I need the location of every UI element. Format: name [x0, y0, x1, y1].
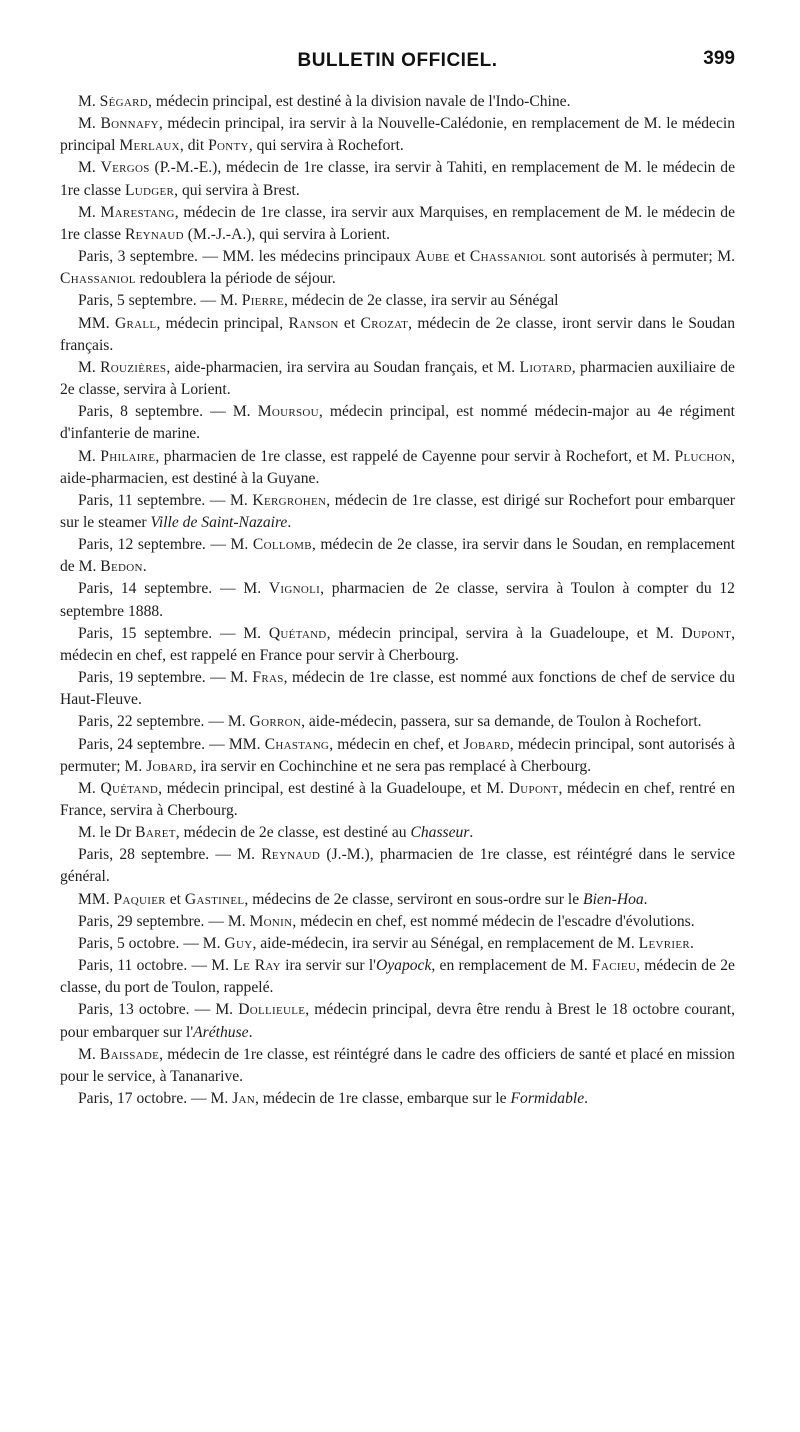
person-name: Bonnafy	[100, 115, 159, 133]
person-name: Dollieule	[238, 1001, 306, 1019]
ship-name: Ville de Saint-Nazaire	[150, 513, 288, 531]
paragraph	[60, 246, 735, 290]
person-name: Jan	[232, 1090, 256, 1108]
person-name: Facieu	[592, 957, 637, 975]
text-run: Paris, 5 septembre. — M.	[78, 292, 242, 310]
person-name: Quétand	[268, 624, 327, 642]
text-run: MM.	[78, 890, 114, 908]
person-name: Bedon	[100, 558, 143, 576]
paragraph	[60, 933, 735, 955]
text-run: , pharmacien de 1re classe, est rappelé de Cayenne pour servir à Rochefort, et M.	[155, 447, 675, 465]
text-run: , en remplacement de M.	[431, 957, 593, 975]
text-run: Paris, 28 septembre. — M.	[78, 846, 262, 864]
person-name: Marestang	[100, 203, 175, 221]
text-run: Paris, 11 octobre. — M.	[78, 957, 234, 975]
text-run: , qui servira à Rochefort.	[248, 137, 404, 155]
text-run: Paris, 19 septembre. — M.	[78, 669, 253, 687]
person-name: Merlaux	[119, 137, 180, 155]
text-run: sont autorisés à permuter; M.	[545, 248, 735, 266]
text-run: , aide-pharmacien, ira servira au Soudan français, et M.	[166, 358, 520, 376]
text-run: Paris, 11 septembre. — M.	[78, 491, 253, 509]
text-run: M. le Dr	[78, 824, 136, 842]
person-name: Dupont	[508, 779, 559, 797]
person-name: Le Ray	[233, 957, 281, 975]
text-run: , médecin principal, devra être rendu à Brest le 18 octobre courant, pour embarquer sur l'	[60, 1001, 736, 1041]
text-run: , médecin de 2e classe, du port de Toulon, rappelé.	[60, 957, 735, 997]
text-run: , médecin en chef, et	[329, 735, 464, 753]
text-run: , médecin de 2e classe, ira servir dans le Soudan, en remplacement de M.	[60, 536, 735, 576]
ship-name: Chasseur	[410, 824, 470, 842]
paragraph	[60, 844, 735, 888]
person-name: Vignoli	[268, 580, 321, 598]
person-name: Moursou	[257, 403, 319, 421]
paragraph	[60, 578, 735, 622]
text-run: .	[248, 1023, 253, 1041]
text-run: .	[287, 513, 292, 531]
paragraph	[60, 357, 735, 401]
text-run: (M.-J.-A.), qui servira à Lorient.	[183, 225, 391, 243]
person-name: Jobard	[463, 735, 510, 753]
text-run: M.	[78, 447, 101, 465]
text-run: , médecin de 1re classe, est réintégré dans le cadre des officiers de santé et placé en mission pour le service, à Tananarive.	[60, 1045, 735, 1085]
text-run: , aide-médecin, ira servir au Sénégal, en remplacement de M.	[252, 934, 639, 952]
person-name: Pierre	[241, 292, 284, 310]
paragraph	[60, 889, 735, 911]
ship-name: Oyapock	[375, 957, 432, 975]
person-name: Rouzières	[100, 358, 167, 376]
person-name: Guy	[224, 934, 253, 952]
person-name: Grall	[114, 314, 157, 332]
text-run: , médecin principal, est nommé médecin-major au 4e régiment d'infanterie de marine.	[60, 403, 735, 443]
text-run: Paris, 12 septembre. — M.	[78, 536, 253, 554]
text-run: Paris, 5 octobre. — M.	[78, 934, 225, 952]
paragraph	[60, 999, 735, 1043]
paragraph	[60, 313, 735, 357]
paragraph	[60, 534, 735, 578]
page-header	[60, 50, 735, 80]
paragraph	[60, 1044, 735, 1088]
page-number: 399	[703, 48, 735, 69]
text-run: , médecin principal, sont autorisés à permuter; M.	[60, 735, 735, 775]
text-run: Paris, 29 septembre. — M.	[78, 912, 250, 930]
text-run: Paris, 3 septembre. — MM. les médecins principaux	[78, 248, 416, 266]
person-name: Paquier	[113, 890, 166, 908]
paragraph	[60, 113, 735, 157]
paragraph	[60, 446, 735, 490]
paragraph	[60, 91, 735, 113]
text-run: , médecin de 1re classe, embarque sur le	[255, 1090, 511, 1108]
person-name: Liotard	[519, 358, 572, 376]
text-run: , dit	[179, 137, 209, 155]
text-run: , ira servir en Cochinchine et ne sera pas remplacé à Cherbourg.	[192, 757, 592, 775]
text-run: Paris, 8 septembre. — M.	[78, 403, 258, 421]
person-name: Jobard	[146, 757, 193, 775]
text-run: .	[584, 1090, 589, 1108]
paragraph	[60, 667, 735, 711]
person-name: Gastinel	[184, 890, 245, 908]
text-run: , pharmacien auxiliaire de 2e classe, servira à Lorient.	[60, 358, 735, 399]
text-run: , médecin de 2e classe, est destiné au	[175, 824, 411, 842]
person-name: Ludger	[124, 181, 175, 199]
text-run: .	[469, 824, 474, 842]
text-run: M.	[78, 358, 101, 376]
text-run: , médecin principal, est destiné à la Guadeloupe, et M.	[158, 779, 509, 797]
text-run: M.	[78, 203, 101, 221]
person-name: Vergos	[100, 159, 150, 177]
text-run: (J.-M.), pharmacien de 1re classe, est réintégré dans le service général.	[60, 846, 735, 886]
person-name: Dupont	[681, 624, 732, 642]
person-name: Ponty	[208, 137, 249, 155]
person-name: Philaire	[100, 447, 156, 465]
paragraph	[60, 711, 735, 733]
text-run: .	[690, 934, 694, 952]
person-name: Pluchon	[674, 447, 732, 465]
person-name: Crozat	[360, 314, 409, 332]
text-run: , qui servira à Brest.	[174, 181, 300, 199]
text-run: , médecin en chef, est rappelé en France pour servir à Cherbourg.	[60, 624, 736, 664]
text-run: M.	[78, 115, 101, 133]
person-name: Ranson	[288, 314, 339, 332]
ship-name: Aréthuse	[193, 1023, 249, 1041]
text-run: , aide-médecin, passera, sur sa demande, de Toulon à Rochefort.	[301, 713, 702, 731]
ship-name: Bien-Hoa	[583, 890, 644, 908]
paragraph	[60, 734, 735, 778]
paragraph	[60, 202, 735, 246]
person-name: Chassaniol	[469, 248, 546, 266]
person-name: Gorron	[249, 713, 302, 731]
paragraph	[60, 290, 735, 312]
text-run: , pharmacien de 2e classe, servira à Toulon à compter du 12 septembre 1888.	[60, 580, 735, 620]
person-name: Quétand	[100, 779, 159, 797]
text-run: , médecin de 2e classe, iront servir dans le Soudan français.	[60, 314, 735, 354]
person-name: Baret	[135, 824, 176, 842]
text-run: , médecin en chef, rentré en France, servira à Cherbourg.	[60, 779, 736, 819]
text-run: .	[142, 558, 147, 576]
person-name: Chassaniol	[60, 270, 136, 288]
person-name: Chastang	[264, 735, 330, 753]
person-name: Ségard	[99, 93, 149, 110]
text-run: et	[449, 248, 470, 266]
paragraph	[60, 157, 735, 201]
person-name: Kergrohen	[252, 491, 327, 509]
text-run: M.	[78, 779, 101, 797]
text-run: , médecins de 2e classe, serviront en sous-ordre sur le	[244, 890, 584, 908]
paragraph	[60, 490, 735, 534]
text-run: Paris, 13 octobre. — M.	[78, 1001, 239, 1019]
person-name: Collomb	[252, 536, 312, 554]
text-run: , médecin en chef, est nommé médecin de l'escadre d'évolutions.	[292, 912, 695, 930]
person-name: Levrier	[638, 934, 691, 952]
text-run: , aide-pharmacien, est destiné à la Guyane.	[60, 447, 735, 487]
text-run: ira servir sur l'	[280, 957, 376, 975]
text-run: , médecin principal, est destiné à la division navale de l'Indo-Chine.	[148, 93, 571, 110]
article-body	[60, 91, 735, 1110]
text-run: Paris, 17 octobre. — M.	[78, 1090, 233, 1108]
text-run: redoublera la période de séjour.	[135, 270, 336, 288]
text-run: , médecin de 2e classe, ira servir au Sénégal	[283, 292, 559, 310]
text-run: Paris, 22 septembre. — M.	[78, 713, 250, 731]
text-run: et	[338, 314, 361, 332]
paragraph	[60, 778, 735, 822]
person-name: Baissade	[99, 1045, 160, 1063]
paragraph	[60, 911, 735, 933]
paragraph	[60, 1088, 735, 1110]
text-run: M.	[78, 1045, 100, 1063]
text-run: .	[643, 890, 648, 908]
text-run: , médecin de 1re classe, ira servir aux Marquises, en remplacement de M. le médecin de 1re classe	[60, 203, 735, 243]
person-name: Fras	[252, 669, 284, 687]
text-run: MM.	[78, 314, 115, 332]
text-run: , médecin principal,	[156, 314, 289, 332]
text-run: , médecin de 1re classe, est nommé aux fonctions de chef de service du Haut-Fleuve.	[60, 669, 735, 709]
text-run: , médecin principal, servira à la Guadeloupe, et M.	[326, 624, 682, 642]
paragraph	[60, 822, 735, 844]
text-run: , médecin principal, ira servir à la Nouvelle-Calédonie, en remplacement de M. le médecin principal	[60, 115, 736, 155]
paragraph	[60, 401, 735, 445]
paragraph	[60, 955, 735, 999]
text-run: Paris, 24 septembre. — MM.	[78, 735, 265, 753]
text-run: M.	[78, 93, 100, 110]
text-run: , médecin de 1re classe, est dirigé sur Rochefort pour embarquer sur le steamer	[60, 491, 735, 531]
ship-name: Formidable	[510, 1090, 585, 1108]
paragraph	[60, 623, 735, 667]
person-name: Reynaud	[124, 225, 184, 243]
person-name: Monin	[249, 912, 293, 930]
text-run: et	[165, 890, 185, 908]
running-title: BULLETIN OFFICIEL.	[297, 50, 498, 71]
text-run: Paris, 15 septembre. — M.	[78, 624, 269, 642]
text-run: (P.-M.-E.), médecin de 1re classe, ira servir à Tahiti, en remplacement de M. le médecin de 1re classe	[60, 159, 735, 199]
person-name: Reynaud	[261, 846, 321, 864]
text-run: M.	[78, 159, 101, 177]
text-run: Paris, 14 septembre. — M.	[78, 580, 269, 598]
person-name: Aube	[415, 248, 450, 266]
